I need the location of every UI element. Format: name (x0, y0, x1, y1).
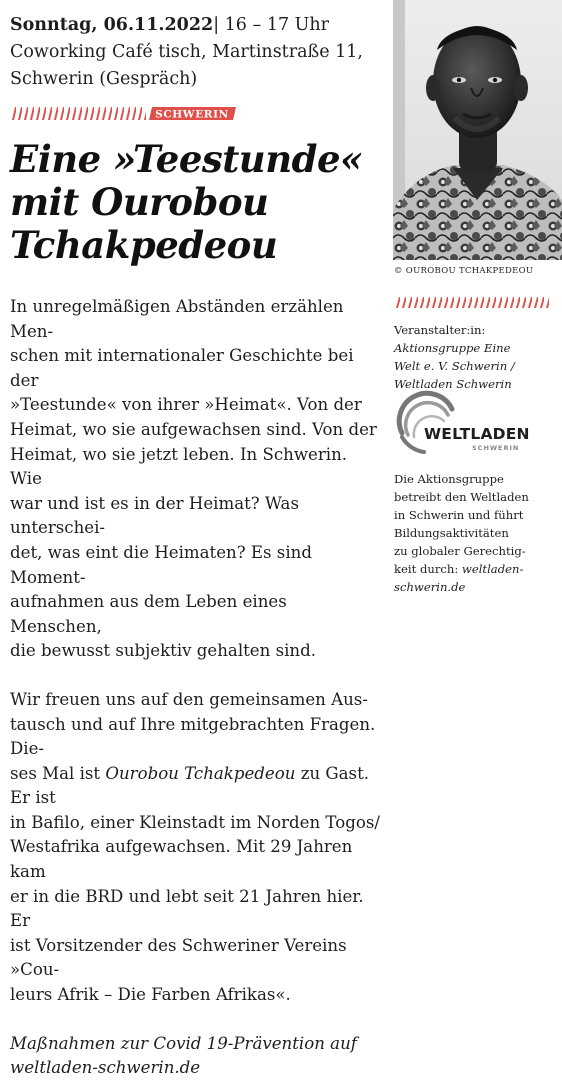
organizer-block: Veranstalter:in: Aktionsgruppe Eine Welt e. V. Schwerin / Weltladen Schwerin (394, 321, 554, 393)
sidebar-stripes (394, 297, 549, 308)
event-venue-line-2: Schwerin (Gespräch) (10, 69, 198, 89)
photo-caption: © OUROBOU TCHAKPEDEOU (394, 266, 534, 276)
about-link[interactable]: weltladen- (461, 562, 524, 576)
paragraph-2: Wir freuen uns auf den gemeinsamen Aus- tausch und auf Ihre mitgebrachten Fragen. Die- ses Mal ist Ourobou Tchakpedeou zu Gast. Er ist in Bafilo, einer Kleinstadt im Norden Togos/ Westafrika aufgewachsen. Mit 29 Jahren kam er in die BRD und lebt seit 21 Jahren hier. Er ist Vorsitzender des Schweriner Vereins »Cou- leurs Afrik – Die Farben Afrikas«. (10, 689, 380, 1005)
guest-name: Ourobou Tchakpedeou (105, 763, 296, 783)
weltladen-link[interactable]: weltladen-schwerin.de (10, 1058, 201, 1078)
covid-note: Maßnahmen zur Covid 19-Prävention auf weltladen-schwerin.de (10, 1032, 380, 1081)
event-header: Sonntag, 06.11.2022| 16 – 17 Uhr Coworking Café tisch, Martinstraße 11, Schwerin (Gespräch) (10, 12, 390, 93)
schwerin-tag-bar (10, 107, 236, 120)
article-title: Eine »Teestunde« mit Ourobou Tchakpedeou (10, 137, 363, 267)
article-body (10, 295, 380, 1081)
event-time: 16 – 17 Uhr (224, 15, 330, 35)
event-date: Sonntag, 06.11.2022 (10, 15, 214, 35)
organizer-label: Veranstalter:in: (394, 323, 486, 337)
weltladen-logo (394, 397, 530, 457)
hatch-stripes (10, 107, 146, 120)
logo-subtext: SCHWERIN (472, 444, 520, 452)
event-venue-line-1: Coworking Café tisch, Martinstraße 11, (10, 42, 363, 62)
about-block: Die Aktionsgruppe betreibt den Weltladen in Schwerin und führt Bildungsaktivitäten zu globaler Gerechtig- keit durch: weltladen- schwerin.de (394, 470, 554, 596)
paragraph-1: In unregelmäßigen Abständen erzählen Men- schen mit internationaler Geschichte bei der »Teestunde« von ihrer »Heimat«. Von der Heimat, wo sie aufgewachsen sind. Von der Heimat, wo sie jetzt leben. In Schwerin. Wie war und ist es in der Heimat? Was unterschei- det, was eint die Heimaten? Es sind Moment- aufnahmen aus dem Leben eines Menschen, die bewusst subjektiv gehalten sind. (10, 297, 377, 661)
logo-text: WELTLADEN (424, 425, 530, 443)
about-link-cont[interactable]: schwerin.de (394, 580, 466, 594)
portrait-photo (393, 0, 562, 260)
tag-label: SCHWERIN (155, 108, 229, 121)
